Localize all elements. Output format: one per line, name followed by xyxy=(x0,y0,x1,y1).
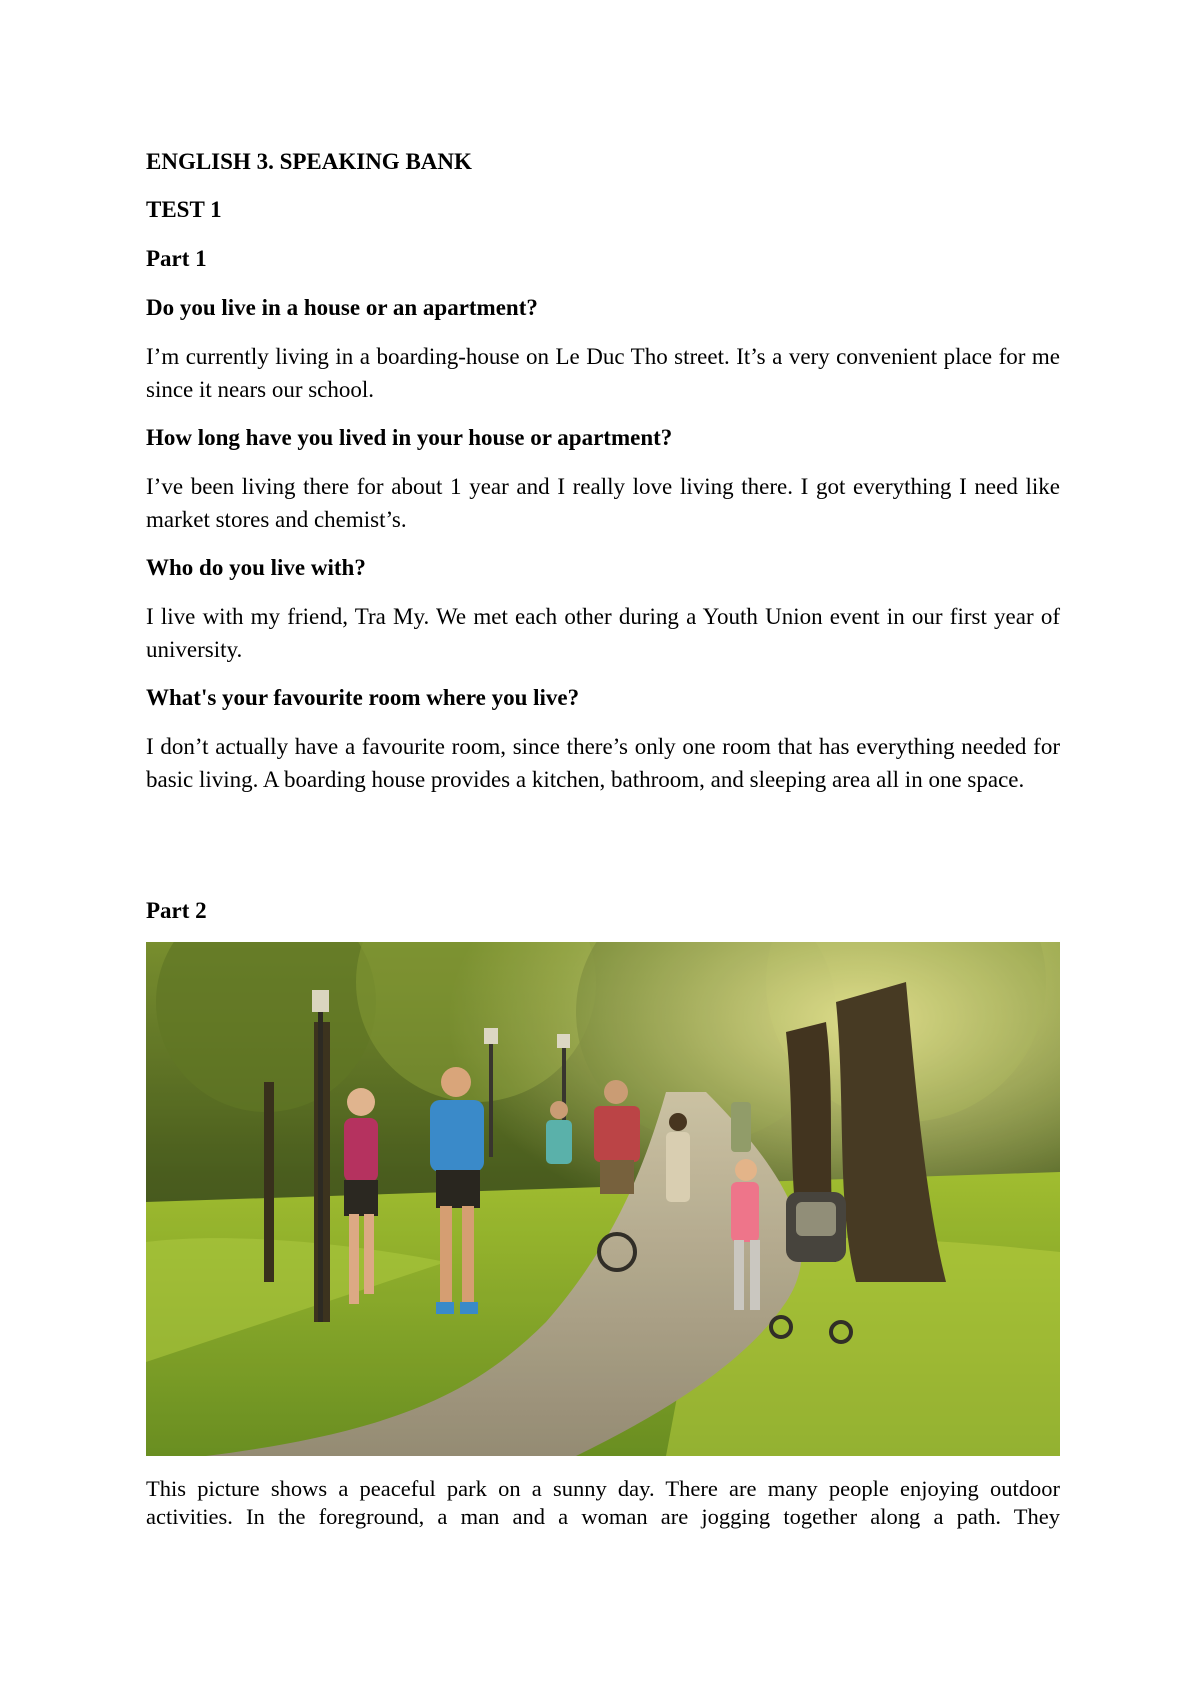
question-4: What's your favourite room where you live? xyxy=(146,685,580,710)
answer-2: I’ve been living there for about 1 year and I really love living there. I got everything I need like market stores and chemist’s. xyxy=(146,474,1060,532)
answer-4: I don’t actually have a favourite room, since there’s only one room that has everything needed for basic living. A boarding house provides a kitchen, bathroom, and sleeping area all in one space. xyxy=(146,734,1060,792)
part1-label: Part 1 xyxy=(146,246,207,271)
question-2: How long have you lived in your house or apartment? xyxy=(146,425,673,450)
answer-1: I’m currently living in a boarding-house on Le Duc Tho street. It’s a very convenient place for me since it nears our school. xyxy=(146,344,1060,402)
part2-description: This picture shows a peaceful park on a sunny day. There are many people enjoying outdoor activities. In the foreground, a man and a woman are jogging together along a path. They xyxy=(146,1476,1060,1529)
park-photo xyxy=(146,942,1060,1456)
question-1: Do you live in a house or an apartment? xyxy=(146,295,538,320)
answer-3: I live with my friend, Tra My. We met each other during a Youth Union event in our first year of university. xyxy=(146,604,1060,662)
test-label: TEST 1 xyxy=(146,197,222,222)
question-3: Who do you live with? xyxy=(146,555,366,580)
part2-label: Part 2 xyxy=(146,898,207,923)
document-title: ENGLISH 3. SPEAKING BANK xyxy=(146,149,472,174)
